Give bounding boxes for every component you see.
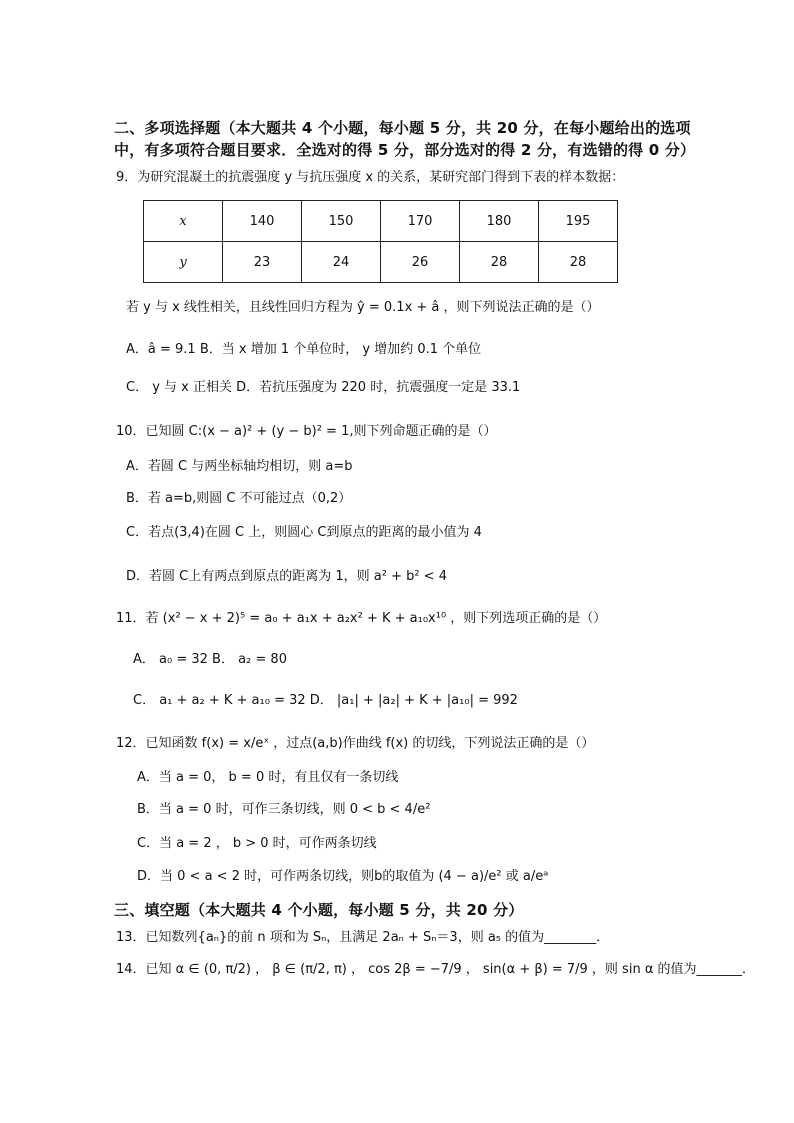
table-cell: 26 [381, 242, 460, 283]
q12-stem: 12．已知函数 f(x) = x/eˣ ，过点(a,b)作曲线 f(x) 的切线，下列说法正确的是（） [116, 736, 595, 751]
q9-condition: 若 y 与 x 线性相关，且线性回归方程为 ŷ = 0.1x + â ，则下列说法正确的是（） [126, 300, 600, 315]
table-cell: 23 [223, 242, 302, 283]
q12-option-d: D．当 0 < a < 2 时，可作两条切线，则b的取值为 (4 − a)/e² 或 a/eᵃ [137, 869, 549, 884]
q11-stem: 11．若 (x² − x + 2)⁵ = a₀ + a₁x + a₂x² + K + a₁₀x¹⁰ ，则下列选项正确的是（） [116, 611, 607, 626]
q13-stem: 13．已知数列{aₙ}的前 n 项和为 Sₙ，且满足 2aₙ + Sₙ＝3，则 a₅ 的值为________． [116, 930, 610, 945]
table-cell: 28 [460, 242, 539, 283]
table-cell: 195 [539, 201, 618, 242]
q14-stem: 14．已知 α ∈ (0, π/2) ， β ∈ (π/2, π) ， cos 2β = −7/9 ， sin(α + β) = 7/9 ，则 sin α 的值为_______． [116, 962, 756, 977]
section2-title-line1: 二、多项选择题（本大题共 4 个小题，每小题 5 分，共 20 分，在每小题给出的选项 [114, 119, 691, 137]
q10-option-c: C．若点(3,4)在圆 C 上，则圆心 C到原点的距离的最小值为 4 [126, 525, 482, 540]
q9-options-ab: A．â = 9.1 B．当 x 增加 1 个单位时， y 增加约 0.1 个单位 [126, 342, 482, 357]
q11-options-ab: A． a₀ = 32 B． a₂ = 80 [133, 652, 287, 667]
table-cell: 140 [223, 201, 302, 242]
q12-option-c: C．当 a = 2 ， b > 0 时，可作两条切线 [137, 836, 377, 851]
q10-stem: 10．已知圆 C:(x − a)² + (y − b)² = 1,则下列命题正确的是（） [116, 424, 497, 439]
table-header-x: x [144, 201, 223, 242]
table-cell: 28 [539, 242, 618, 283]
table-row [144, 201, 618, 242]
q12-option-b: B．当 a = 0 时，可作三条切线，则 0 < b < 4/e² [137, 802, 431, 817]
table-cell: 180 [460, 201, 539, 242]
q9-sample-table [143, 200, 618, 283]
q9-options-cd: C． y 与 x 正相关 D．若抗压强度为 220 时，抗震强度一定是 33.1 [126, 380, 521, 395]
q12-option-a: A．当 a = 0， b = 0 时，有且仅有一条切线 [137, 770, 399, 785]
table-header-y: y [144, 242, 223, 283]
table-row [144, 242, 618, 283]
q10-option-b: B．若 a=b,则圆 C 不可能过点（0,2） [126, 491, 352, 506]
section2-title-line2: 中，有多项符合题目要求．全选对的得 5 分，部分选对的得 2 分，有选错的得 0 分） [114, 141, 696, 159]
table-cell: 150 [302, 201, 381, 242]
q9-stem: 9．为研究混凝土的抗震强度 y 与抗压强度 x 的关系，某研究部门得到下表的样本数据： [116, 170, 625, 185]
q10-option-a: A．若圆 C 与两坐标轴均相切，则 a=b [126, 459, 353, 474]
section3-title: 三、填空题（本大题共 4 个小题，每小题 5 分，共 20 分） [114, 901, 524, 919]
q10-option-d: D．若圆 C上有两点到原点的距离为 1，则 a² + b² < 4 [126, 569, 447, 584]
q11-options-cd: C． a₁ + a₂ + K + a₁₀ = 32 D． |a₁| + |a₂| + K + |a₁₀| = 992 [133, 693, 518, 708]
table-cell: 24 [302, 242, 381, 283]
table-cell: 170 [381, 201, 460, 242]
